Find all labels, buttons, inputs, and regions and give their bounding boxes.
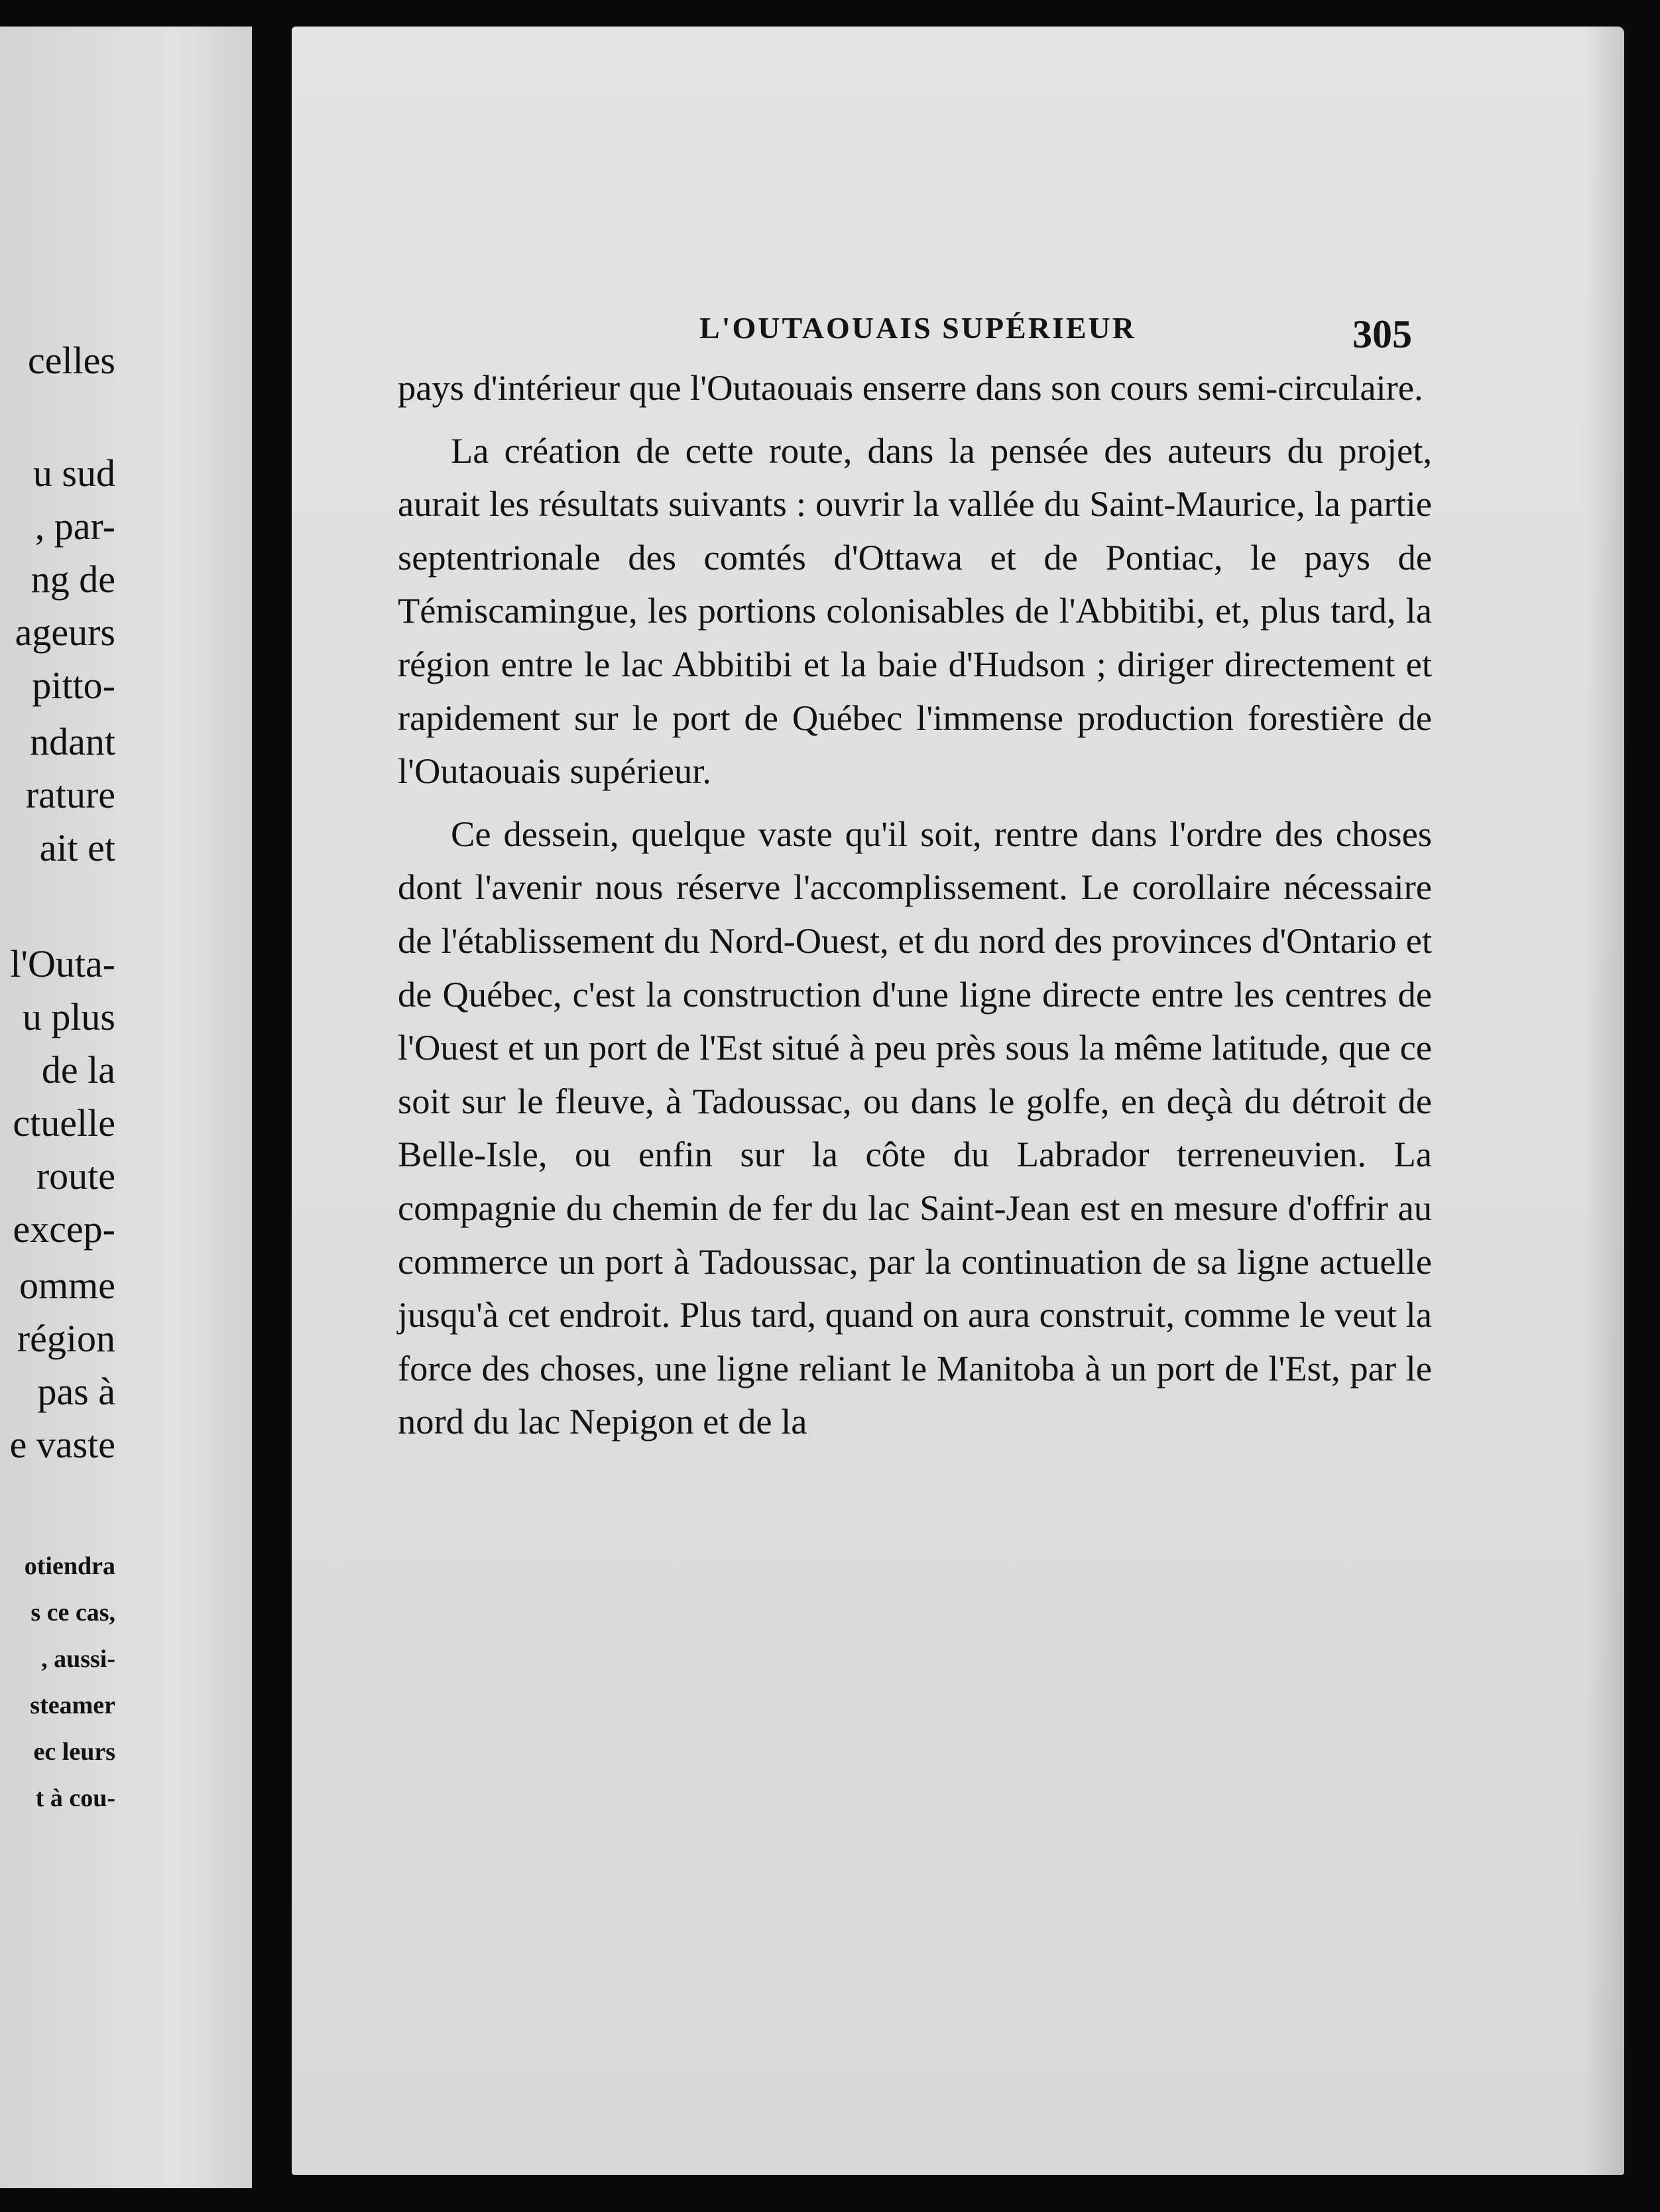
left-page-line: , par- xyxy=(34,505,115,548)
left-page-footnote-line: ec leurs xyxy=(33,1738,115,1766)
running-head: L'OUTAOUAIS SUPÉRIEUR xyxy=(699,311,1136,345)
left-page-line: rature xyxy=(25,773,115,816)
left-page-line: celles xyxy=(27,339,115,382)
left-page-line: e vaste xyxy=(9,1423,115,1466)
left-page-footnote-line: s ce cas, xyxy=(30,1599,115,1627)
paragraph-dessein: Ce dessein, quelque vaste qu'il soit, rentre dans l'ordre des choses dont l'avenir nous réserve l'accomplissement. Le corollaire nécessaire de l'établissement du Nord-Ouest, et du nord des provinces d'Ontario et de Québec, c'est la construction d'une ligne directe entre les centres de l'Ouest et un port de l'Est situé à peu près sous la même latitude, que ce soit sur le fleuve, à Tadoussac, ou dans le golfe, en deçà du détroit de Belle-Isle, ou enfin sur la côte du Labrador terreneuvien. La compagnie du chemin de fer du lac Saint-Jean est en mesure d'offrir au commerce un port à Tadoussac, par la continuation de sa ligne actuelle jusqu'à cet endroit. Plus tard, quand on aura construit, comme le veut la force des choses, une ligne reliant le Manitoba à un port de l'Est, par le nord du lac Nepigon et de la xyxy=(398,813,1432,1442)
left-page-footnote-line: t à cou- xyxy=(35,1784,115,1812)
scan-border xyxy=(1624,0,1660,2212)
left-page-line: ageurs xyxy=(15,611,115,654)
left-page-line: région xyxy=(17,1317,115,1360)
left-page-line: ctuelle xyxy=(13,1101,115,1144)
left-page-footnote-line: steamer xyxy=(30,1691,115,1719)
left-page-line: l'Outa- xyxy=(10,942,115,985)
left-page-line: route xyxy=(36,1154,115,1198)
left-page-line: omme xyxy=(19,1264,115,1307)
left-page-line: u sud xyxy=(32,452,115,495)
left-page-line: u plus xyxy=(22,995,115,1038)
left-page-line: pas à xyxy=(37,1370,115,1413)
left-facing-page xyxy=(0,27,252,2188)
left-page-line: ng de xyxy=(30,558,115,601)
left-page-line: ndant xyxy=(30,720,115,763)
book-gutter xyxy=(252,0,292,2212)
paragraph-continuation: pays d'intérieur que l'Outaouais enserre dans son cours semi-circulaire. xyxy=(398,367,1423,408)
left-page-line: de la xyxy=(41,1048,115,1091)
page-number: 305 xyxy=(1352,312,1412,356)
left-page-line: excep- xyxy=(13,1207,115,1251)
paragraph-route-creation: La création de cette route, dans la pensée des auteurs du projet, aurait les résultats suivants : ouvrir la vallée du Saint-Maurice, la partie septentrionale des comtés d'Ottawa et de Pontiac, le pays de Témiscamingue, les portions colonisables de l'Abbitibi, et, plus tard, la région entre le lac Abbitibi et la baie d'Hudson ; diriger directement et rapidement sur le port de Québec l'immense production forestière de l'Outaouais supérieur. xyxy=(398,430,1432,792)
left-page-footnote-line: otiendra xyxy=(24,1552,115,1580)
body-text xyxy=(398,361,1432,1449)
left-page-line: pitto- xyxy=(32,664,115,707)
left-page-line: ait et xyxy=(39,826,115,869)
left-page-footnote-line: , aussi- xyxy=(41,1645,115,1673)
